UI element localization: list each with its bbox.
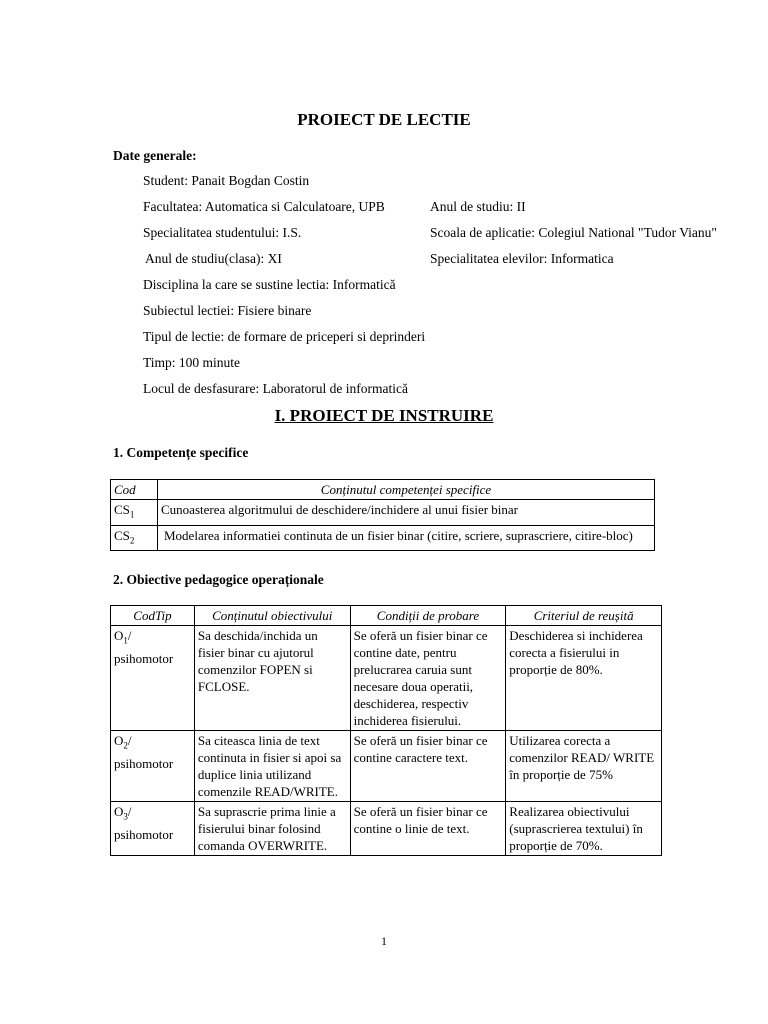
criteria-cell: Utilizarea corecta a comenzilor READ/ WRITE în proporție de 75% xyxy=(506,731,662,802)
objectives-table xyxy=(110,605,662,856)
page-number: 1 xyxy=(381,934,387,948)
column-header: Cod xyxy=(111,480,158,500)
specialty-line: Specialitatea studentului: I.S. xyxy=(143,225,302,240)
table-row xyxy=(111,731,662,802)
school-line: Scoala de aplicatie: Colegiul National "Tudor Vianu" xyxy=(430,225,717,240)
text-cell: Cunoasterea algoritmului de deschidere/inchidere al unui fisier binar xyxy=(158,500,655,526)
table-header-row xyxy=(111,606,662,626)
code-cell: $O_2/$ psihomotor xyxy=(111,731,195,802)
objectives-heading: 2. Obiective pedagogice operaționale xyxy=(113,572,324,587)
code-cell: $O_3/$ psihomotor xyxy=(111,802,195,856)
table-row xyxy=(111,500,655,526)
discipline-line: Disciplina la care se sustine lectia: Informatică xyxy=(143,277,396,292)
column-header: Conținutul competenței specifice xyxy=(158,480,655,500)
general-heading: Date generale: xyxy=(113,148,197,163)
subject-line: Subiectul lectiei: Fisiere binare xyxy=(143,303,312,318)
column-header: CodTip xyxy=(111,606,195,626)
code-cell: $CS_2$ xyxy=(111,525,158,551)
criteria-cell: Realizarea obiectivului (suprascrierea textului) în proporție de 70%. xyxy=(506,802,662,856)
time-line: Timp: 100 minute xyxy=(143,355,241,370)
faculty-line: Facultatea: Automatica si Calculatoare, UPB xyxy=(143,199,385,214)
content-cell: Sa citeasca linia de text continuta in fisier si apoi sa duplice linia utilizand comenzile READ/WRITE. xyxy=(194,731,350,802)
lesson-type-line: Tipul de lectie: de formare de priceperi si deprinderi xyxy=(143,329,426,344)
conditions-cell: Se oferă un fisier binar ce contine o linie de text. xyxy=(350,802,506,856)
document-title: PROIECT DE LECTIE xyxy=(297,110,471,129)
study-year-line: Anul de studiu: II xyxy=(430,199,526,214)
competences-table xyxy=(110,479,655,551)
code-cell: $O_1/$ psihomotor xyxy=(111,626,195,731)
table-row xyxy=(111,525,655,551)
pupils-specialty-line: Specialitatea elevilor: Informatica xyxy=(430,251,614,266)
conditions-cell: Se oferă un fisier binar ce contine caractere text. xyxy=(350,731,506,802)
conditions-cell: Se oferă un fisier binar ce contine date, pentru prelucrarea caruia sunt necesare doua operatii, deschiderea, respectiv inchiderea fisierului. xyxy=(350,626,506,731)
student-line: Student: Panait Bogdan Costin xyxy=(143,173,310,188)
column-header: Criteriul de reușită xyxy=(506,606,662,626)
competences-heading: 1. Competențe specifice xyxy=(113,445,249,460)
code-cell: $CS_1$ xyxy=(111,500,158,526)
location-line: Locul de desfasurare: Laboratorul de informatică xyxy=(143,381,409,396)
text-cell: Modelarea informatiei continuta de un fisier binar (citire, scriere, suprascriere, citire-bloc) xyxy=(158,525,655,551)
table-row xyxy=(111,626,662,731)
content-cell: Sa deschida/inchida un fisier binar cu ajutorul comenzilor FOPEN si FCLOSE. xyxy=(194,626,350,731)
table-header-row xyxy=(111,480,655,500)
column-header: Conținutul obiectivului xyxy=(194,606,350,626)
section-heading: I. PROIECT DE INSTRUIRE xyxy=(274,406,494,425)
table-row xyxy=(111,802,662,856)
content-cell: Sa suprascrie prima linie a fisierului binar folosind comanda OVERWRITE. xyxy=(194,802,350,856)
criteria-cell: Deschiderea si inchiderea corecta a fisierului in proporție de 80%. xyxy=(506,626,662,731)
column-header: Condiții de probare xyxy=(350,606,506,626)
class-year-line: Anul de studiu(clasa): XI xyxy=(145,251,282,266)
